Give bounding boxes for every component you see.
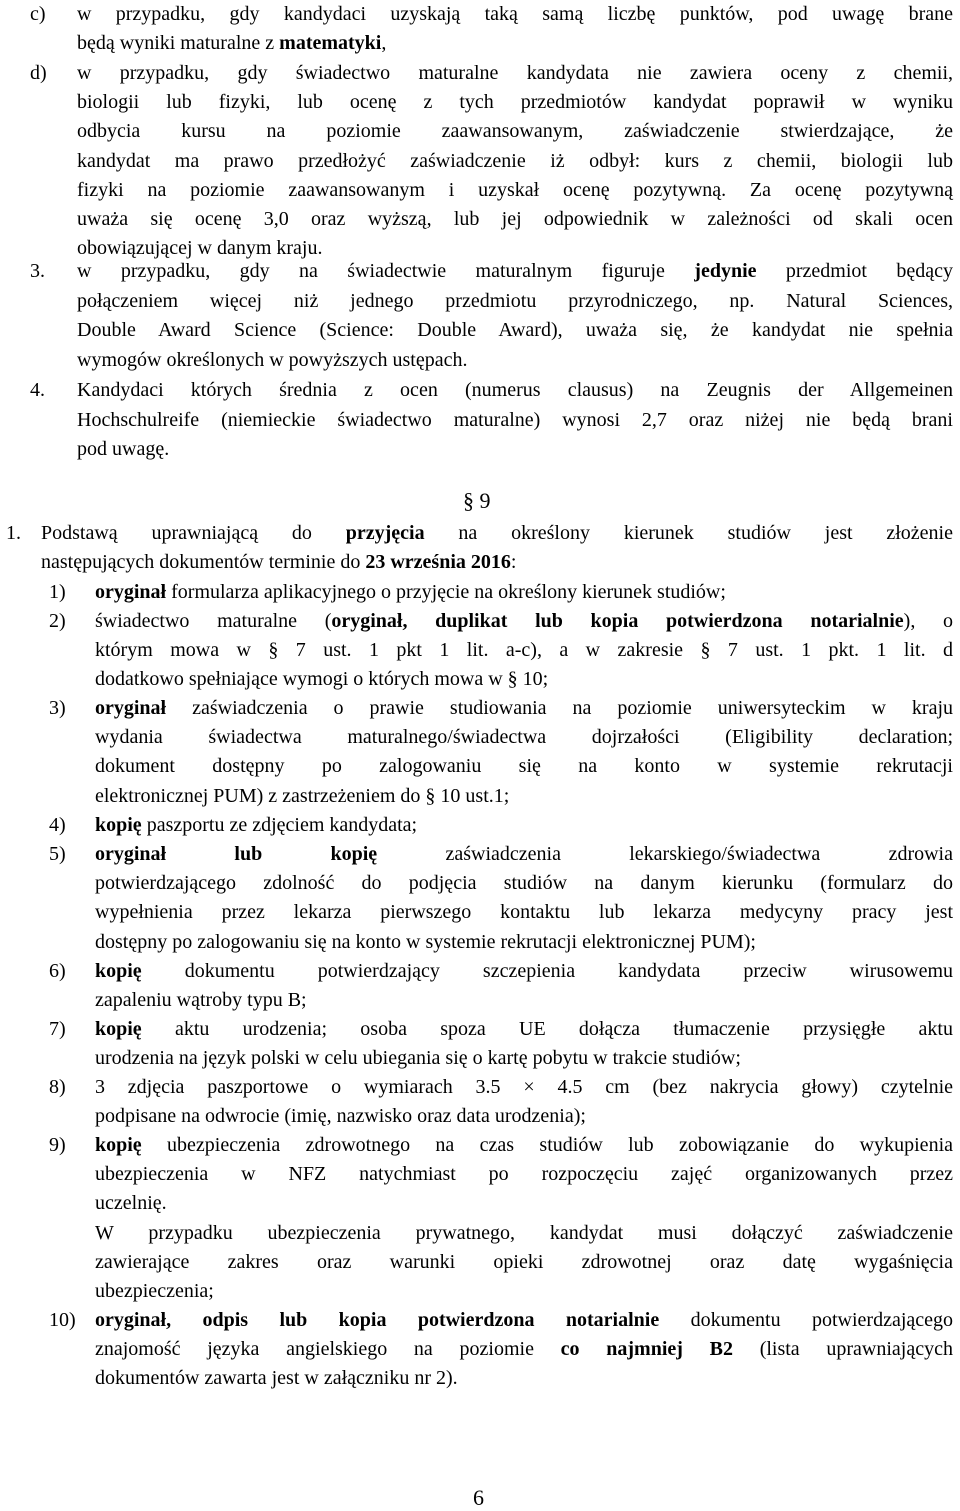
document-item-line: dostępny po zalogowaniu się na konto w systemie rekrutacji elektronicznej PUM); (95, 930, 756, 953)
subpoint-line: kandydat ma prawo przedłożyć zaświadczenie iż odbył: kurs z chemii, biologii lub (77, 149, 953, 172)
point-line: w przypadku, gdy na świadectwie maturalnym figuruje jedynie przedmiot będący (77, 260, 953, 282)
document-item-line: oryginał zaświadczenia o prawie studiowania na poziomie uniwersyteckim w kraju (95, 697, 953, 719)
intro-line: następujących dokumentów terminie do 23 września 2016: (41, 551, 517, 574)
intro-marker: 1. (6, 522, 21, 544)
document-item-marker: 7) (49, 1018, 66, 1040)
document-item-line: kopię dokumentu potwierdzający szczepienia kandydata przeciw wirusowemu (95, 960, 953, 982)
point-line: pod uwagę. (77, 438, 170, 461)
document-item-line: wydania świadectwa maturalnego/świadectwa dojrzałości (Eligibility declaration; (95, 726, 953, 749)
bold-emphasis: oryginał (95, 581, 167, 603)
point-line: wymogów określonych w powyższych ustępach. (77, 349, 468, 372)
bold-emphasis: jedynie (694, 260, 757, 282)
document-item-marker: 4) (49, 814, 66, 836)
document-item-line: wypełnienia przez lekarza pierwszego kontaktu lub lekarza medycyny pracy jest (95, 901, 953, 924)
document-item-line: kopię ubezpieczenia zdrowotnego na czas studiów lub zobowiązanie do wykupienia (95, 1134, 953, 1156)
document-item-marker: 10) (49, 1309, 76, 1331)
point-marker: 3. (30, 260, 45, 282)
document-item-line: którym mowa w § 7 ust. 1 pkt 1 lit. a-c), a w zakresie § 7 ust. 1 pkt. 1 lit. d (95, 639, 953, 662)
document-item-line: znajomość języka angielskiego na poziomie co najmniej B2 (lista uprawniających (95, 1338, 953, 1361)
document-item-line: elektronicznej PUM) z zastrzeżeniem do § 10 ust.1; (95, 784, 510, 807)
document-item-line: świadectwo maturalne (oryginał, duplikat lub kopia potwierdzona notarialnie), o (95, 610, 953, 632)
bold-emphasis: kopię (95, 1018, 142, 1040)
document-item-marker: 8) (49, 1076, 66, 1098)
document-item-line: ubezpieczenia; (95, 1280, 214, 1302)
document-item-line: oryginał, odpis lub kopia potwierdzona notarialnie dokumentu potwierdzającego (95, 1309, 954, 1331)
document-item-line: W przypadku ubezpieczenia prywatnego, kandydat musi dołączyć zaświadczenie (95, 1221, 953, 1244)
document-item-line: dokumentów zawarta jest w załączniku nr 2). (95, 1367, 458, 1390)
document-item-marker: 9) (49, 1134, 66, 1156)
document-item-line: podpisane na odwrocie (imię, nazwisko oraz data urodzenia); (95, 1105, 586, 1128)
page-number: 6 (473, 1485, 484, 1510)
document-item-line: zawierające zakres oraz warunki opieki zdrowotnej oraz datę wygaśnięcia (95, 1250, 953, 1273)
subpoint-line: obowiązującej w danym kraju. (77, 237, 323, 260)
document-item-line: zapaleniu wątroby typu B; (95, 989, 307, 1012)
document-item-marker: 1) (49, 581, 66, 603)
section-heading: § 9 (463, 488, 491, 513)
bold-emphasis: oryginał (95, 697, 167, 719)
bold-emphasis: 23 września 2016 (365, 551, 511, 574)
document-item-marker: 2) (49, 610, 66, 632)
document-item-line: dodatkowo spełniające wymogi o których mowa w § 10; (95, 668, 549, 691)
document-item-line: kopię aktu urodzenia; osoba spoza UE dołącza tłumaczenie przysięgłe aktu (95, 1018, 953, 1040)
document-item-line: ubezpieczenia w NFZ natychmiast po rozpoczęciu zajęć organizowanych przez (95, 1163, 953, 1186)
subpoint-marker: c) (30, 3, 46, 25)
subpoint-line: w przypadku, gdy kandydaci uzyskają taką samą liczbę punktów, pod uwagę brane (77, 3, 953, 25)
point-line: Hochschulreife (niemieckie świadectwo maturalne) wynosi 2,7 oraz niżej nie będą brani (77, 408, 953, 431)
bold-emphasis: przyjęcia (345, 522, 425, 544)
document-item-marker: 6) (49, 960, 66, 982)
subpoint-line: fizyki na poziomie zaawansowanym i uzyskał ocenę pozytywną. Za ocenę pozytywną (77, 178, 953, 201)
subpoint-marker: d) (30, 61, 47, 84)
document-item-line: potwierdzającego zdolność do podjęcia studiów na danym kierunku (formularz do (95, 872, 953, 895)
bold-emphasis: kopię (95, 960, 142, 982)
document-item-line: oryginał formularza aplikacyjnego o przyjęcie na określony kierunek studiów; (95, 581, 726, 603)
document-item-marker: 5) (49, 843, 66, 865)
bold-emphasis: kopię (95, 814, 142, 836)
bold-emphasis: oryginał lub kopię (95, 843, 378, 865)
bold-emphasis: oryginał, duplikat lub kopia potwierdzona notarialnie (331, 610, 904, 632)
subpoint-line: odbycia kursu na poziomie zaawansowanym, zaświadczenie stwierdzające, że (77, 120, 953, 143)
bold-emphasis: oryginał, odpis lub kopia potwierdzona notarialnie (95, 1309, 660, 1331)
bold-emphasis: co najmniej B2 (560, 1338, 733, 1361)
point-marker: 4. (30, 379, 45, 401)
subpoint-line: uważa się ocenę 3,0 oraz wyższą, lub jej odpowiednik w zależności od skali ocen (77, 208, 953, 231)
point-line: połączeniem więcej niż jednego przedmiotu przyrodniczego, np. Natural Sciences, (77, 289, 953, 312)
document-item-marker: 3) (49, 697, 66, 719)
subpoint-line: w przypadku, gdy świadectwo maturalne kandydata nie zawiera oceny z chemii, (77, 61, 953, 84)
document-item-line: 3 zdjęcia paszportowe o wymiarach 3.5 × 4.5 cm (bez nakrycia głowy) czytelnie (95, 1076, 953, 1098)
document-item-line: dokument dostępny po zalogowaniu się na konto w systemie rekrutacji (95, 755, 953, 778)
intro-line: Podstawą uprawniającą do przyjęcia na określony kierunek studiów jest złożenie (41, 522, 953, 544)
document-item-line: urodzenia na język polski w celu ubiegania się o kartę pobytu w trakcie studiów; (95, 1047, 741, 1070)
point-line: Kandydaci których średnia z ocen (numerus clausus) na Zeugnis der Allgemeinen (77, 379, 953, 401)
document-item-line: oryginał lub kopię zaświadczenia lekarskiego/świadectwa zdrowia (95, 843, 953, 865)
bold-emphasis: matematyki (279, 32, 382, 55)
document-item-line: uczelnię. (95, 1192, 167, 1215)
subpoint-line: biologii lub fizyki, lub ocenę z tych przedmiotów kandydat poprawił w wyniku (77, 90, 953, 113)
subpoint-line: będą wyniki maturalne z matematyki, (77, 32, 387, 55)
document-item-line: kopię paszportu ze zdjęciem kandydata; (95, 814, 418, 836)
point-line: Double Award Science (Science: Double Award), uważa się, że kandydat nie spełnia (77, 319, 953, 342)
bold-emphasis: kopię (95, 1134, 142, 1156)
